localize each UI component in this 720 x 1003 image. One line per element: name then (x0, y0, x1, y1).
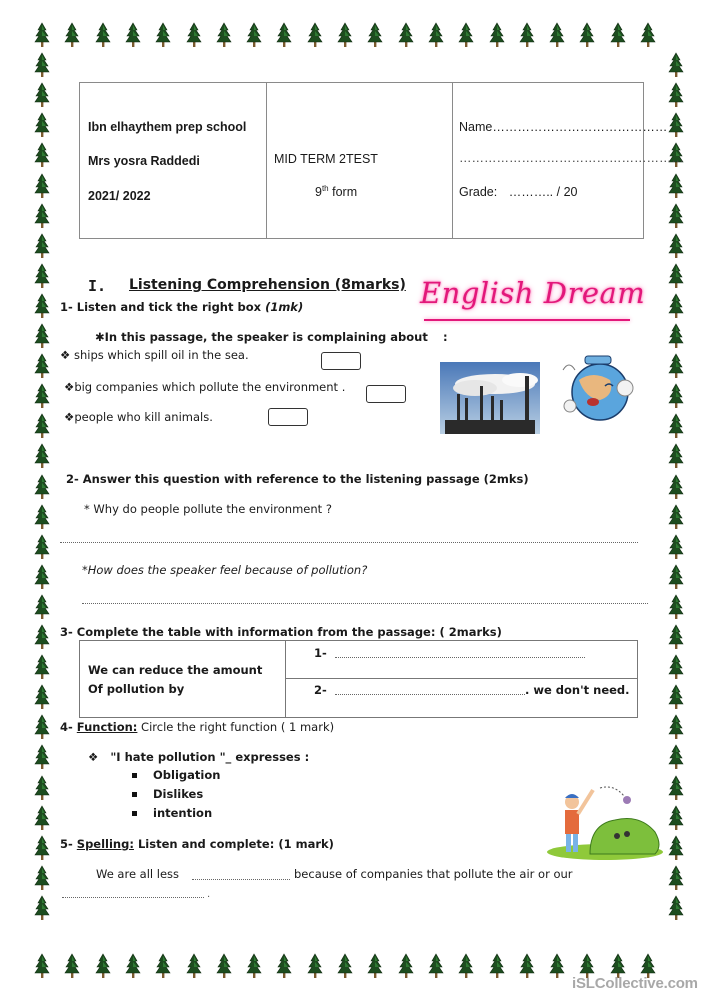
pine-tree-icon (34, 293, 50, 319)
pine-tree-icon (668, 744, 684, 770)
q1-title (60, 300, 303, 314)
q4-choice-1[interactable] (132, 768, 220, 782)
pine-tree-icon (337, 953, 353, 979)
pine-tree-icon (307, 22, 323, 48)
choice-text: Obligation (153, 768, 221, 782)
diamond-bullet-icon: ❖ (60, 348, 71, 362)
pine-tree-icon (428, 953, 444, 979)
pine-tree-icon (668, 413, 684, 439)
q3-row1-answer-line[interactable] (335, 657, 585, 658)
pine-tree-icon (125, 22, 141, 48)
pine-tree-icon (155, 953, 171, 979)
q1-option-1 (60, 348, 249, 362)
teacher-name: Mrs yosra Raddedi (88, 154, 200, 168)
grade-value: ……….. / 20 (508, 185, 578, 199)
pine-tree-icon (668, 52, 684, 78)
q3-left-line2: Of pollution by (88, 682, 185, 696)
option-text: people who kill animals. (74, 410, 213, 424)
name-field[interactable]: Name…………………………………… (459, 120, 668, 134)
pine-tree-icon (34, 953, 50, 979)
tick-box-3[interactable] (268, 408, 308, 426)
smoke-cloud (453, 380, 497, 396)
q5-end-period: . (207, 889, 211, 900)
pine-tree-icon (579, 22, 595, 48)
pine-tree-icon (34, 413, 50, 439)
pine-tree-icon (34, 775, 50, 801)
option-text: big companies which pollute the environment . (74, 380, 346, 394)
pine-tree-icon (668, 203, 684, 229)
crying-earth-cartoon (555, 350, 645, 430)
choice-text: intention (153, 806, 213, 820)
pine-tree-icon (34, 594, 50, 620)
q1-title-text: 1- Listen and tick the right box (60, 300, 262, 314)
pine-tree-icon (668, 594, 684, 620)
school-info-cell (80, 83, 267, 238)
tick-box-1[interactable] (321, 352, 361, 370)
pine-tree-icon (276, 22, 292, 48)
school-name: Ibn elhaythem prep school (88, 120, 247, 134)
pine-tree-icon (34, 233, 50, 259)
pine-tree-icon (155, 22, 171, 48)
q4-title (60, 720, 334, 734)
pine-tree-icon (549, 22, 565, 48)
pine-tree-icon (668, 263, 684, 289)
pine-tree-icon (34, 895, 50, 921)
pine-tree-icon (668, 173, 684, 199)
pine-tree-icon (668, 474, 684, 500)
diamond-bullet-icon: ❖ (64, 380, 75, 394)
q3-table-left-cell (80, 641, 286, 717)
pine-tree-icon (367, 22, 383, 48)
smoke-cloud (502, 373, 538, 387)
q2-question-a: * Why do people pollute the environment ? (84, 502, 332, 516)
pine-tree-icon (34, 534, 50, 560)
pine-tree-icon (64, 953, 80, 979)
pine-tree-icon (668, 443, 684, 469)
pine-tree-icon (95, 953, 111, 979)
pine-tree-icon (34, 443, 50, 469)
q2-answer-line-a[interactable] (60, 542, 638, 543)
pine-tree-icon (668, 383, 684, 409)
pine-tree-icon (216, 953, 232, 979)
pine-tree-icon (519, 953, 535, 979)
grade-label: Grade: (459, 185, 498, 199)
pine-tree-icon (95, 22, 111, 48)
q5-blank-2[interactable] (62, 897, 204, 898)
pine-tree-icon (489, 953, 505, 979)
pine-tree-icon (34, 564, 50, 590)
pine-tree-icon (668, 624, 684, 650)
form-number: 9 (315, 185, 322, 200)
q2-question-b: *How does the speaker feel because of pollution? (82, 563, 368, 577)
q5-title-rest: Listen and complete: (1 mark) (133, 837, 334, 851)
pine-tree-icon (668, 293, 684, 319)
pine-tree-icon (34, 353, 50, 379)
factory-pollution-photo (440, 362, 540, 434)
q3-table (79, 640, 638, 718)
pine-tree-icon (34, 865, 50, 891)
pine-tree-icon (34, 323, 50, 349)
pine-tree-icon (367, 953, 383, 979)
pine-tree-icon (668, 895, 684, 921)
q1-option-3 (64, 410, 213, 424)
q5-sentence-start: We are all less (96, 867, 180, 881)
pine-tree-icon (668, 233, 684, 259)
watermark: iSLCollective.com (572, 975, 698, 992)
pine-tree-icon (34, 142, 50, 168)
pine-tree-icon (668, 654, 684, 680)
q3-row2-tail: . we don't need. (525, 683, 630, 697)
pine-tree-icon (668, 865, 684, 891)
header-table (79, 82, 684, 239)
pine-tree-icon (610, 22, 626, 48)
q2-answer-line-b[interactable] (82, 603, 648, 604)
q4-title-rest: Circle the right function ( 1 mark) (137, 720, 335, 734)
pine-tree-icon (668, 534, 684, 560)
q4-choice-3[interactable] (132, 806, 212, 820)
pine-tree-icon (34, 82, 50, 108)
pine-tree-icon (668, 112, 684, 138)
q5-blank-1[interactable] (192, 879, 290, 880)
pine-tree-icon (668, 323, 684, 349)
q4-quote-text: "I hate pollution "_ expresses : (110, 750, 310, 764)
pine-tree-icon (458, 22, 474, 48)
pine-tree-icon (668, 684, 684, 710)
pine-tree-icon (34, 835, 50, 861)
school-year: 2021/ 2022 (88, 189, 151, 203)
square-bullet-icon (132, 811, 137, 816)
section-numeral: I. (88, 277, 107, 295)
q5-title (60, 837, 334, 851)
pine-tree-icon (668, 714, 684, 740)
q5-sentence-mid: because of companies that pollute the air or our (294, 867, 573, 881)
q4-label: Function: (76, 720, 138, 734)
pine-tree-icon (337, 22, 353, 48)
q1-prompt-colon: : (443, 330, 448, 344)
q4-quote (88, 750, 309, 764)
square-bullet-icon (132, 792, 137, 797)
pine-tree-icon (34, 624, 50, 650)
pine-tree-icon (34, 112, 50, 138)
q3-row-divider (285, 678, 637, 679)
q3-row1-number: 1- (314, 646, 327, 660)
q4-number: 4- (60, 720, 73, 734)
q1-option-2 (64, 380, 345, 394)
exam-info-cell (267, 83, 453, 238)
pine-tree-icon (668, 805, 684, 831)
tick-box-2[interactable] (366, 385, 406, 403)
pine-tree-icon (34, 714, 50, 740)
q2-title: 2- Answer this question with reference to the listening passage (2mks) (66, 472, 529, 486)
diamond-bullet-icon: ❖ (64, 410, 75, 424)
grade-field[interactable] (459, 185, 577, 199)
name-field-line2[interactable]: ……………………………………………… (459, 151, 684, 165)
q1-prompt: ✱In this passage, the speaker is complaining about (95, 330, 428, 344)
english-dream-logo: English Dream (420, 276, 646, 310)
pine-tree-icon (668, 835, 684, 861)
q1-marks: (1mk) (265, 300, 304, 314)
pine-tree-icon (668, 82, 684, 108)
pine-tree-icon (276, 953, 292, 979)
choice-text: Dislikes (153, 787, 204, 801)
pine-tree-icon (34, 504, 50, 530)
pine-tree-icon (34, 654, 50, 680)
section-title: Listening Comprehension (8marks) (129, 277, 406, 293)
pine-tree-icon (34, 684, 50, 710)
pine-tree-icon (34, 203, 50, 229)
exam-title: MID TERM 2TEST (274, 152, 378, 166)
form-word: form (332, 185, 358, 200)
logo-underline (424, 319, 630, 321)
q4-choice-2[interactable] (132, 787, 203, 801)
form-level (315, 184, 357, 199)
student-info-cell (453, 83, 684, 238)
pine-tree-icon (34, 744, 50, 770)
q5-label: Spelling: (76, 837, 134, 851)
littering-boy-cartoon (545, 770, 665, 865)
pine-tree-icon (34, 22, 50, 48)
pine-tree-icon (640, 22, 656, 48)
pine-tree-icon (398, 953, 414, 979)
pine-tree-icon (519, 22, 535, 48)
pine-tree-icon (34, 52, 50, 78)
pine-tree-icon (34, 173, 50, 199)
pine-tree-icon (307, 953, 323, 979)
pine-tree-icon (186, 22, 202, 48)
option-text: ships which spill oil in the sea. (70, 348, 249, 362)
pine-tree-icon (125, 953, 141, 979)
pine-tree-icon (668, 564, 684, 590)
pine-tree-icon (34, 474, 50, 500)
square-bullet-icon (132, 773, 137, 778)
q5-number: 5- (60, 837, 73, 851)
pine-tree-icon (668, 504, 684, 530)
pine-tree-icon (246, 953, 262, 979)
q3-row2-number: 2- (314, 683, 327, 697)
pine-tree-icon (428, 22, 444, 48)
pine-tree-icon (668, 353, 684, 379)
pine-tree-icon (246, 22, 262, 48)
q3-row2-answer-line[interactable] (335, 694, 525, 695)
pine-tree-icon (34, 263, 50, 289)
pine-tree-icon (216, 22, 232, 48)
pine-tree-icon (34, 383, 50, 409)
pine-tree-icon (549, 953, 565, 979)
pine-tree-icon (489, 22, 505, 48)
pine-tree-icon (34, 805, 50, 831)
q3-title: 3- Complete the table with information from the passage: ( 2marks) (60, 625, 502, 639)
pine-tree-icon (64, 22, 80, 48)
pine-tree-icon (398, 22, 414, 48)
q3-left-line1: We can reduce the amount (88, 663, 263, 677)
pine-tree-icon (668, 775, 684, 801)
form-suffix: th (321, 184, 329, 193)
pine-tree-icon (186, 953, 202, 979)
pine-tree-icon (458, 953, 474, 979)
diamond-bullet-icon: ❖ (88, 750, 99, 764)
